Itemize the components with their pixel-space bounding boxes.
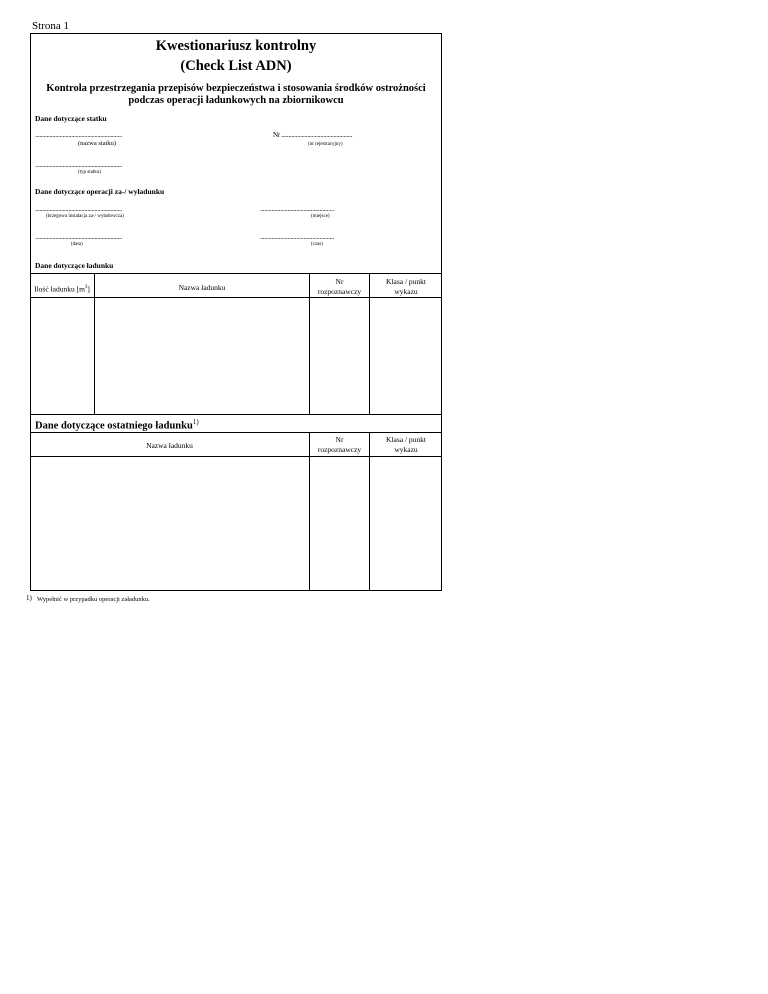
page-label: Strona 1 [32, 20, 69, 32]
cargo-table-header-border [30, 297, 442, 298]
footnote-text: Wypełnić w przypadku operacji załadunku. [37, 596, 150, 603]
last-cargo-table-divider-1 [309, 432, 310, 590]
vessel-name-caption: (nazwa statku) [78, 140, 117, 147]
cargo-col-class-header: Klasa / punkt wykazu [386, 277, 426, 296]
time-caption: (czas) [311, 242, 323, 247]
vessel-section-title: Dane dotyczące statku [35, 114, 107, 123]
registration-number-field[interactable]: Nr ................................................. [273, 131, 353, 139]
vessel-type-caption: (typ statku) [78, 170, 101, 175]
form-title: Kwestionariusz kontrolny [155, 38, 317, 54]
cargo-col-nr-header: Nr rozpoznawczy [317, 277, 362, 296]
last-cargo-col-nr-header: Nr rozpoznawczy [317, 435, 362, 454]
registration-number-caption: (nr rejestracyjny) [308, 142, 343, 147]
form-subtitle: (Check List ADN) [180, 58, 292, 74]
place-caption: (miejsce) [311, 214, 330, 219]
last-cargo-table-header-border [30, 456, 442, 457]
last-cargo-section-title: Dane dotyczące ostatniego ładunku$^{1)}$ [35, 418, 199, 432]
facility-caption: (brzegowa instalacja za-/ wyładowcza) [46, 214, 124, 219]
cargo-section-title: Dane dotyczące ładunku [35, 261, 114, 270]
cargo-col-name-header: Nazwa ładunku [178, 283, 226, 292]
place-field[interactable]: ................................................... [260, 205, 334, 213]
form-heading-line2: podczas operacji ładunkowych na zbiornikowcu [128, 95, 344, 106]
cargo-table-divider-1 [94, 273, 95, 414]
last-cargo-table-top-border [30, 432, 442, 433]
date-field[interactable]: ............................................................ [35, 233, 123, 241]
facility-field[interactable]: ............................................................ [35, 205, 123, 213]
cargo-table-bottom-border [30, 414, 442, 415]
operation-section-title: Dane dotyczące operacji za-/ wyładunku [35, 187, 165, 196]
last-cargo-table-divider-2 [369, 432, 370, 590]
cargo-table-top-border [30, 273, 442, 274]
form-heading [30, 83, 442, 107]
date-caption: (data) [71, 242, 83, 247]
footnote-mark: 1) [26, 594, 32, 602]
vessel-name-field[interactable]: ............................................................ [35, 131, 123, 139]
form-heading-line1: Kontrola przestrzegania przepisów bezpieczeństwa i stosowania środków ostrożności [46, 83, 426, 94]
last-cargo-col-class-header: Klasa / punkt wykazu [386, 435, 426, 454]
time-field[interactable]: ................................................... [260, 233, 334, 241]
cargo-col-quantity-header: Ilość ładunku $[m^3]$ [34, 284, 90, 294]
last-cargo-col-name-header: Nazwa ładunku [146, 441, 193, 450]
vessel-type-field[interactable]: ............................................................ [35, 161, 123, 169]
